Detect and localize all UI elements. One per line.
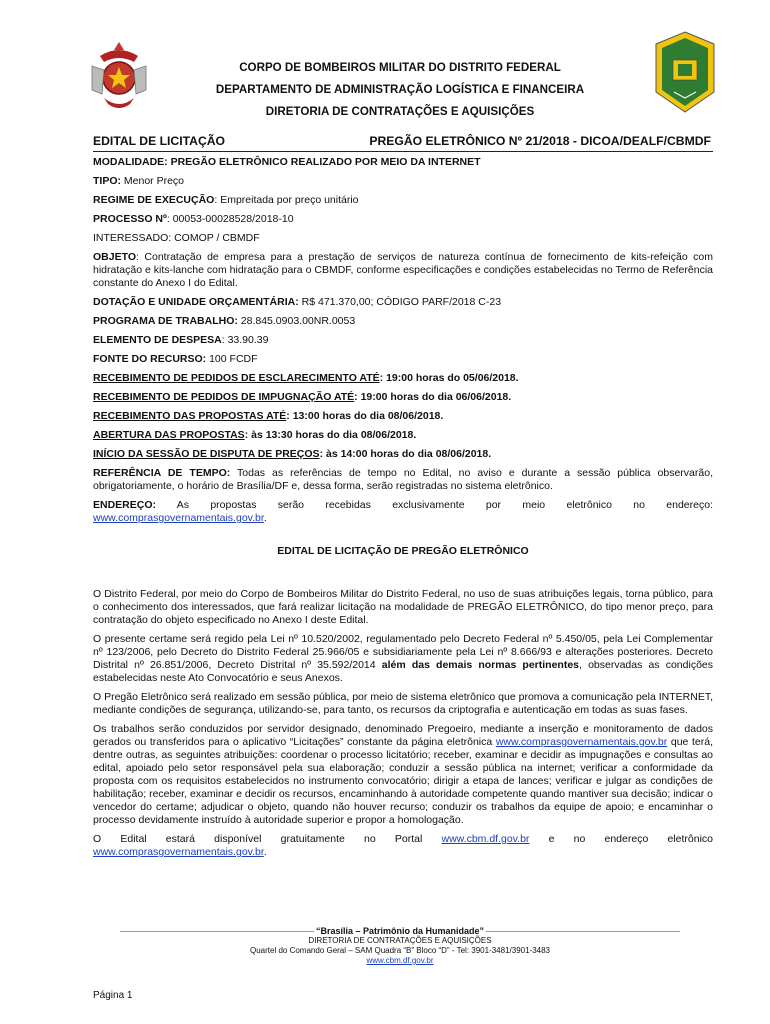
paragraph-1: O Distrito Federal, por meio do Corpo de Bombeiros Militar do Distrito Federal, no uso de suas atribuições legais, torna público, para o conhecimento dos interessados, que fará realizar licitação na modalidade de PREGÃO ELETRÔNICO, do tipo menor preço, para contratação do objeto especificado no Anexo I deste Edital. <box>93 588 713 626</box>
footer-motto-row <box>120 926 680 936</box>
deadline-esclarecimento: RECEBIMENTO DE PEDIDOS DE ESCLARECIMENTO ATÉ: 19:00 horas do 05/06/2018. <box>93 372 519 384</box>
field-objeto: OBJETO: Contratação de empresa para a prestação de serviços de natureza contínua de fornecimento de kits-refeição com hidratação e kits-lanche com hidratação para o CBMDF, conforme especificações e condições estabelecidas no Termo de Referência constante do Anexo I do Edital. <box>93 251 713 289</box>
header-line-2: DEPARTAMENTO DE ADMINISTRAÇÃO LOGÍSTICA E FINANCEIRA <box>215 83 585 96</box>
cbmdf-emblem-icon <box>86 40 152 112</box>
field-fonte: FONTE DO RECURSO: 100 FCDF <box>93 353 258 365</box>
modalidade: MODALIDADE: PREGÃO ELETRÔNICO REALIZADO POR MEIO DA INTERNET <box>93 156 481 168</box>
page-footer <box>120 926 680 966</box>
df-coat-of-arms-icon <box>652 30 718 114</box>
paragraph-2: O presente certame será regido pela Lei nº 10.520/2002, regulamentado pelo Decreto Federal nº 5.450/05, pela Lei Complementar nº 123/2006, pelo Decreto do Distrito Federal 25.966/05 e subsidiariamente pela Lei nº 8.666/93 e alterações posteriores. Decreto Distrital nº 26.851/2006, Decreto Distrital nº 35.592/2014 além das demais normas pertinentes, observadas as condições estabelecidas neste Ato Convocatório e seus Anexos. <box>93 633 714 684</box>
footer-line-1: DIRETORIA DE CONTRATAÇÕES E AQUISIÇÕES <box>308 936 492 945</box>
cbm-portal-link[interactable]: www.cbm.df.gov.br <box>441 833 530 845</box>
comprasnet-link[interactable]: www.comprasgovernamentais.gov.br <box>93 512 264 524</box>
paragraph-3: O Pregão Eletrônico será realizado em sessão pública, por meio de sistema eletrônico que promova a comunicação pela INTERNET, mediante condições de segurança, utilizando-se, para tanto, os recursos da criptografia e autenticação em todas as suas fases. <box>93 691 713 716</box>
paragraph-5-link-line: www.comprasgovernamentais.gov.br. <box>93 846 267 858</box>
field-elemento: ELEMENTO DE DESPESA: 33.90.39 <box>93 334 269 346</box>
section-title: EDITAL DE LICITAÇÃO DE PREGÃO ELETRÔNICO <box>277 545 529 557</box>
header-line-1: CORPO DE BOMBEIROS MILITAR DO DISTRITO FEDERAL <box>239 61 561 74</box>
field-programa: PROGRAMA DE TRABALHO: 28.845.0903.00NR.0053 <box>93 315 356 327</box>
document-body <box>93 156 713 865</box>
footer-divider-right <box>486 931 680 932</box>
document-header <box>150 57 650 123</box>
endereco-link-line: www.comprasgovernamentais.gov.br. <box>93 512 267 524</box>
field-regime: REGIME DE EXECUÇÃO: Empreitada por preço unitário <box>93 194 359 206</box>
deadline-impugnacao: RECEBIMENTO DE PEDIDOS DE IMPUGNAÇÃO ATÉ: 19:00 horas do dia 06/06/2018. <box>93 391 512 403</box>
comprasnet-link-3[interactable]: www.comprasgovernamentais.gov.br <box>93 846 264 858</box>
comprasnet-link-2[interactable]: www.comprasgovernamentais.gov.br <box>495 736 668 748</box>
page-number: Página 1 <box>93 990 133 1001</box>
field-processo: PROCESSO Nº: 00053-00028528/2018-10 <box>93 213 294 225</box>
paragraph-4: Os trabalhos serão conduzidos por servidor designado, denominado Pregoeiro, mediante a inserção e monitoramento de dados gerados ou transferidos para o aplicativo “Licitações” constante da página eletrônica www.comprasgovernamentais.gov.br que terá, dentre outras, as seguintes atribuições: coordenar o processo licitatório; receber, examinar e decidir as impugnações e consultas ao edital, apoiado pelo setor responsável pela sua elaboração; conduzir a sessão pública na internet; verificar a conformidade da proposta com os requisitos estabelecidos no instrumento convocatório; dirigir a etapa de lances; verificar e julgar as condições de habilitação; receber, examinar e decidir os recursos, encaminhando à autoridade competente quando mantiver sua decisão; indicar o vencedor do certame; adjudicar o objeto, quando não houver recurso; conduzir os trabalhos da equipe de apoio; e encaminhar o processo devidamente instruído à autoridade superior e propor a homologação. <box>93 723 713 826</box>
field-dotacao: DOTAÇÃO E UNIDADE ORÇAMENTÁRIA: R$ 471.370,00; CÓDIGO PARF/2018 C-23 <box>93 296 502 308</box>
referencia-tempo: REFERÊNCIA DE TEMPO: Todas as referências de tempo no Edital, no aviso e durante a sessão pública observarão, obrigatoriamente, o horário de Brasília/DF e, dessa forma, serão registradas no sistema eletrônico. <box>93 467 713 492</box>
paragraph-5: O Edital estará disponível gratuitamente no Portal www.cbm.df.gov.br e no endereço eletrônico <box>93 833 713 845</box>
edital-title-row <box>93 134 713 152</box>
field-tipo: TIPO: Menor Preço <box>93 175 185 187</box>
endereco: ENDEREÇO: As propostas serão recebidas exclusivamente por meio eletrônico no endereço: <box>93 499 713 511</box>
deadline-abertura: ABERTURA DAS PROPOSTAS: às 13:30 horas do dia 08/06/2018. <box>93 429 417 441</box>
footer-link[interactable]: www.cbm.df.gov.br <box>366 956 434 965</box>
footer-motto: “Brasília – Patrimônio da Humanidade” <box>315 926 485 936</box>
footer-divider-left <box>120 931 314 932</box>
edital-title: EDITAL DE LICITAÇÃO <box>93 134 226 148</box>
field-interessado: INTERESSADO: COMOP / CBMDF <box>93 232 260 244</box>
pregao-number: PREGÃO ELETRÔNICO Nº 21/2018 - DICOA/DEALF/CBMDF <box>369 134 711 148</box>
deadline-disputa: INÍCIO DA SESSÃO DE DISPUTA DE PREÇOS: às 14:00 horas do dia 08/06/2018. <box>93 448 492 460</box>
header-line-3: DIRETORIA DE CONTRATAÇÕES E AQUISIÇÕES <box>265 105 535 118</box>
footer-line-2: Quartel do Comando Geral – SAM Quadra “B” Bloco “D” - Tel: 3901-3481/3901-3483 <box>249 946 550 955</box>
deadline-propostas: RECEBIMENTO DAS PROPOSTAS ATÉ: 13:00 horas do dia 08/06/2018. <box>93 410 444 422</box>
